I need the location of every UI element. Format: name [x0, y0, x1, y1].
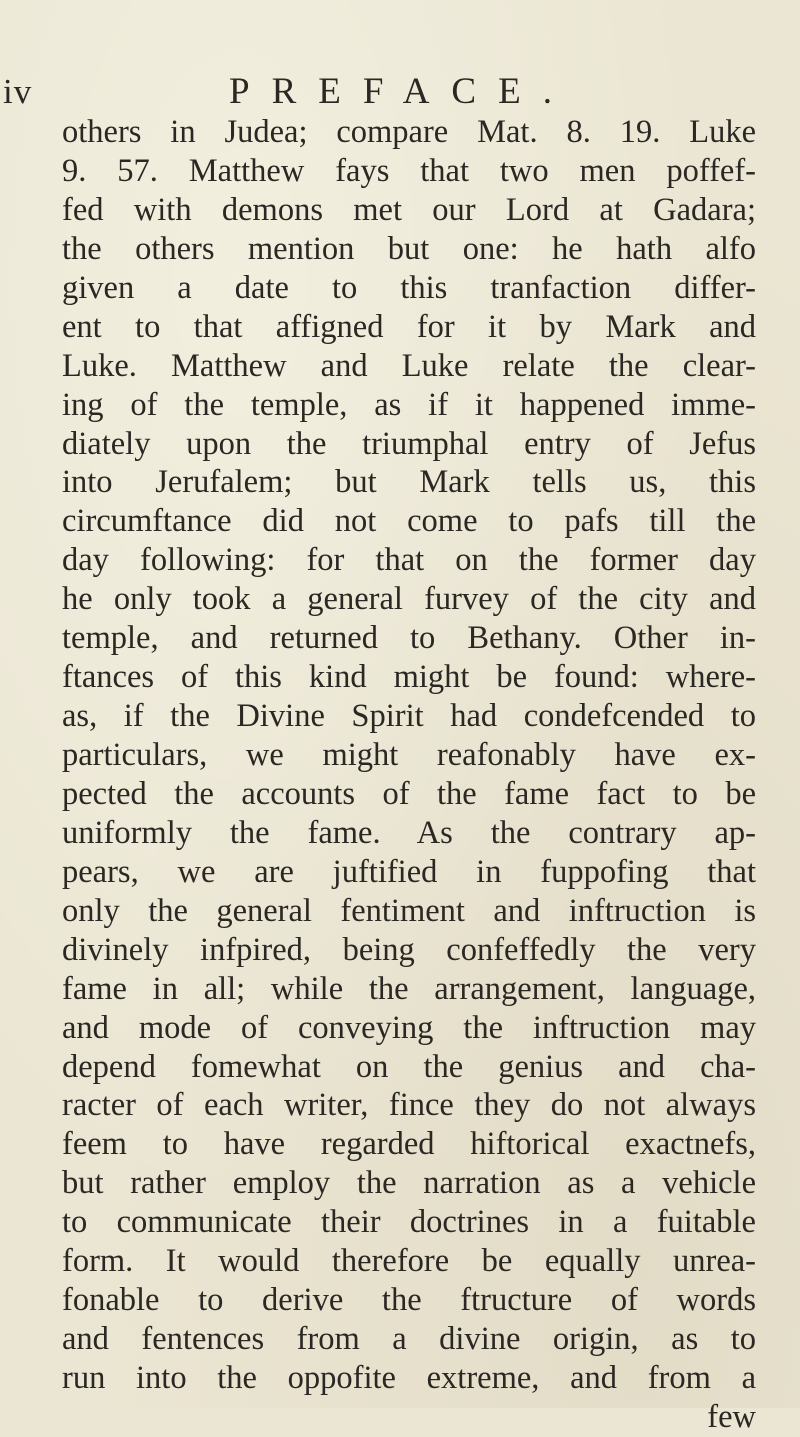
text-line: run into the oppofite extreme, and from a: [62, 1360, 756, 1396]
text-line: pears, we are juftified in fuppofing that: [62, 853, 756, 890]
text-line: uniformly the fame. As the contrary ap-: [62, 814, 756, 851]
text-line: the others mention but one: he hath alfo: [62, 230, 756, 267]
text-line: form. It would therefore be equally unrea-: [62, 1243, 756, 1280]
text-line: Luke. Matthew and Luke relate the clear-: [62, 347, 756, 384]
text-line: as, if the Divine Spirit had condefcended to: [62, 698, 756, 735]
catchword: few: [707, 1398, 756, 1435]
text-line: fed with demons met our Lord at Gadara;: [62, 191, 756, 228]
text-line: ent to that affigned for it by Mark and: [62, 308, 756, 345]
text-line: to communicate their doctrines in a fuitable: [62, 1204, 756, 1241]
text-line: and mode of conveying the inftruction may: [62, 1009, 756, 1046]
text-line: fonable to derive the ftructure of words: [62, 1282, 756, 1319]
text-line: diately upon the triumphal entry of Jefus: [62, 425, 756, 462]
text-line: fame in all; while the arrangement, language,: [62, 970, 756, 1007]
text-line: 9. 57. Matthew fays that two men poffef-: [62, 152, 756, 189]
text-line: feem to have regarded hiftorical exactnefs,: [62, 1126, 756, 1163]
text-line: pected the accounts of the fame fact to be: [62, 775, 756, 812]
page-number: iv: [3, 72, 33, 111]
text-line: he only took a general furvey of the city and: [62, 581, 756, 618]
text-line: into Jerufalem; but Mark tells us, this: [62, 464, 756, 501]
text-line: circumftance did not come to pafs till the: [62, 503, 756, 540]
text-line: depend fomewhat on the genius and cha-: [62, 1048, 756, 1085]
text-line: temple, and returned to Bethany. Other in-: [62, 620, 756, 657]
running-head: PREFACE.: [229, 71, 574, 112]
text-line: others in Judea; compare Mat. 8. 19. Luke: [62, 114, 756, 150]
page-header: [0, 72, 800, 112]
text-line: only the general fentiment and inftruction is: [62, 892, 756, 929]
text-line: day following: for that on the former day: [62, 542, 756, 579]
text-line: particulars, we might reafonably have ex-: [62, 737, 756, 773]
body-text: [62, 113, 756, 1437]
text-line: but rather employ the narration as a vehicle: [62, 1165, 756, 1202]
text-line: divinely infpired, being confeffedly the very: [62, 931, 756, 968]
text-line: ing of the temple, as if it happened imme-: [62, 386, 756, 423]
text-line: ftances of this kind might be found: where-: [62, 659, 756, 696]
text-line: racter of each writer, fince they do not always: [62, 1087, 756, 1124]
text-line: and fentences from a divine origin, as to: [62, 1321, 756, 1358]
text-line: given a date to this tranfaction differ-: [62, 269, 756, 306]
